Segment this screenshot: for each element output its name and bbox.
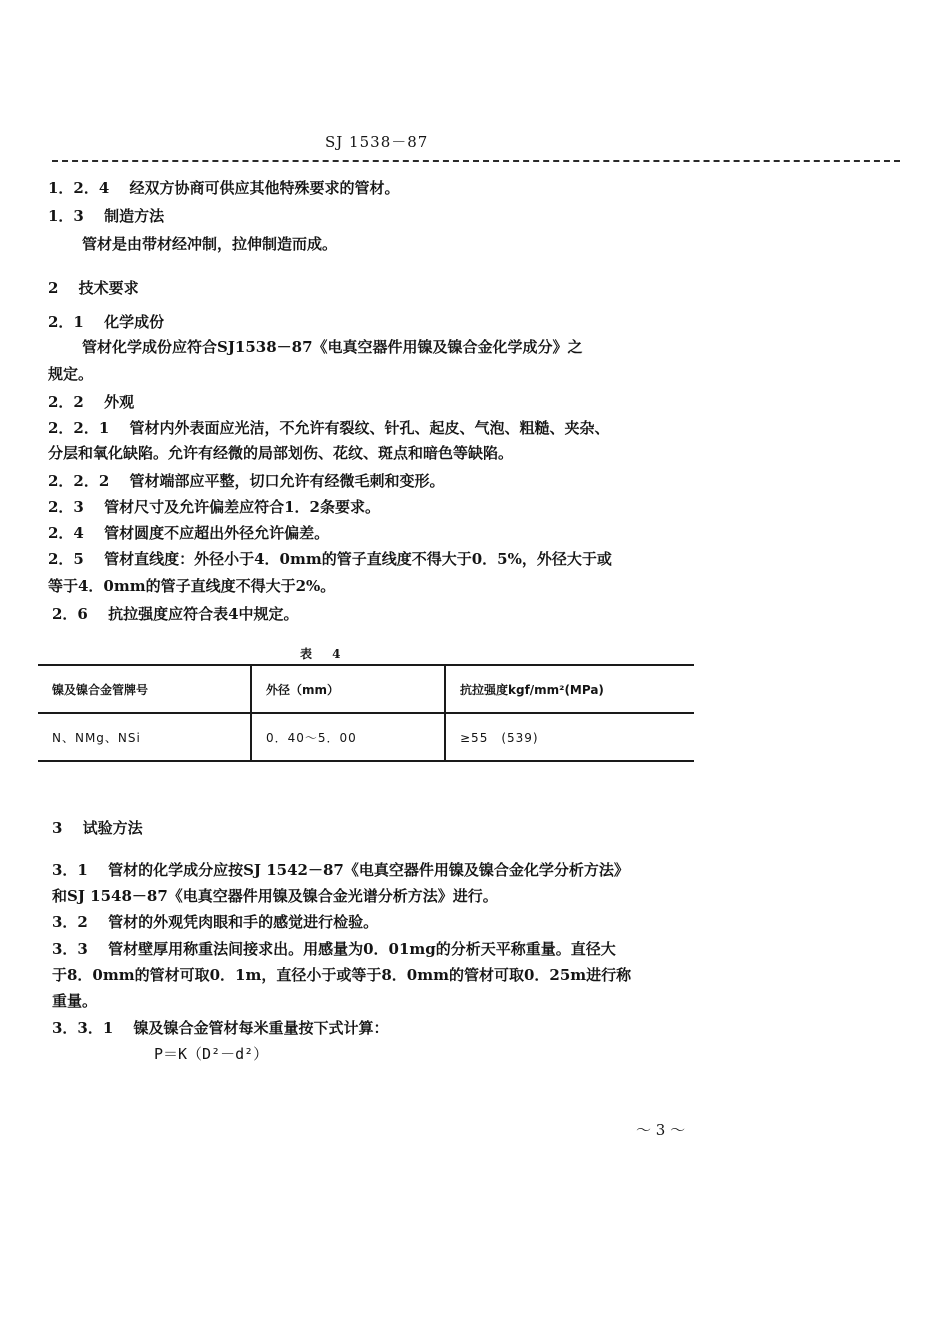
table-caption: 表 4 [300,647,349,661]
clause-3-3-1: 3．3．1 镍及镍合金管材每米重量按下式计算： [52,1019,389,1037]
clause-2-5-line1: 2．5 管材直线度：外径小于4．0mm的管子直线度不得大于0．5%，外径大于或 [48,550,612,568]
clause-2-3: 2．3 管材尺寸及允许偏差应符合1．2条要求。 [48,498,380,516]
weight-formula: P＝K（D²－d²） [154,1045,269,1063]
clause-3-2: 3．2 管材的外观凭肉眼和手的感觉进行检验。 [52,913,379,931]
clause-3-1-line2: 和SJ 1548－87《电真空器件用镍及镍合金光谱分析方法》进行。 [52,887,498,905]
section-2-heading: 2 技术要求 [48,279,139,297]
tensile-strength-table [38,664,694,762]
clause-2-1-heading: 2．1 化学成份 [48,313,165,331]
header-divider [52,160,900,162]
clause-2-2-1-line2: 分层和氧化缺陷。允许有经微的局部划伤、花纹、斑点和暗色等缺陷。 [48,444,514,462]
clause-3-1-line1: 3．1 管材的化学成分应按SJ 1542－87《电真空器件用镍及镍合金化学分析方法》 [52,861,629,879]
column-header-grade: 镍及镍合金管牌号 [38,665,251,713]
clause-1-3-heading: 1．3 制造方法 [48,207,165,225]
clause-2-2-heading: 2．2 外观 [48,393,135,411]
clause-2-5-line2: 等于4．0mm的管子直线度不得大于2%。 [48,577,336,595]
cell-grade: N、NMg、NSi [38,713,251,761]
clause-2-1-body-line1: 管材化学成份应符合SJ1538－87《电真空器件用镍及镍合金化学成分》之 [82,338,583,356]
clause-3-3-line1: 3．3 管材壁厚用称重法间接求出。用感量为0．01mg的分析天平称重量。直径大 [52,940,616,958]
clause-1-3-body: 管材是由带材经冲制，拉伸制造而成。 [82,235,338,253]
standard-code-header: SJ 1538－87 [325,133,429,151]
clause-3-3-line2: 于8．0mm的管材可取0．1m，直径小于或等于8．0mm的管材可取0．25m进行称 [52,966,632,984]
clause-3-3-line3: 重量。 [52,992,98,1010]
column-header-tensile-strength: 抗拉强度kgf/mm²(MPa) [445,665,694,713]
clause-2-2-2: 2．2．2 管材端部应平整，切口允许有经微毛刺和变形。 [48,472,445,490]
clause-2-2-1-line1: 2．2．1 管材内外表面应光洁，不允许有裂纹、针孔、起皮、气泡、粗糙、夹杂、 [48,419,610,437]
cell-tensile-strength: ≥55 (539) [445,713,694,761]
clause-1-2-4: 1．2．4 经双方协商可供应其他特殊要求的管材。 [48,179,400,197]
table-row [38,713,694,761]
cell-diameter: 0．40～5．00 [251,713,445,761]
clause-2-4: 2．4 管材圆度不应超出外径允许偏差。 [48,524,330,542]
section-3-heading: 3 试验方法 [52,819,143,837]
clause-2-1-body-line2: 规定。 [48,365,94,383]
page-number: ～ 3 ～ [636,1121,686,1139]
clause-2-6: 2．6 抗拉强度应符合表4中规定。 [52,605,299,623]
column-header-diameter: 外径（mm） [251,665,445,713]
table-header-row [38,665,694,713]
